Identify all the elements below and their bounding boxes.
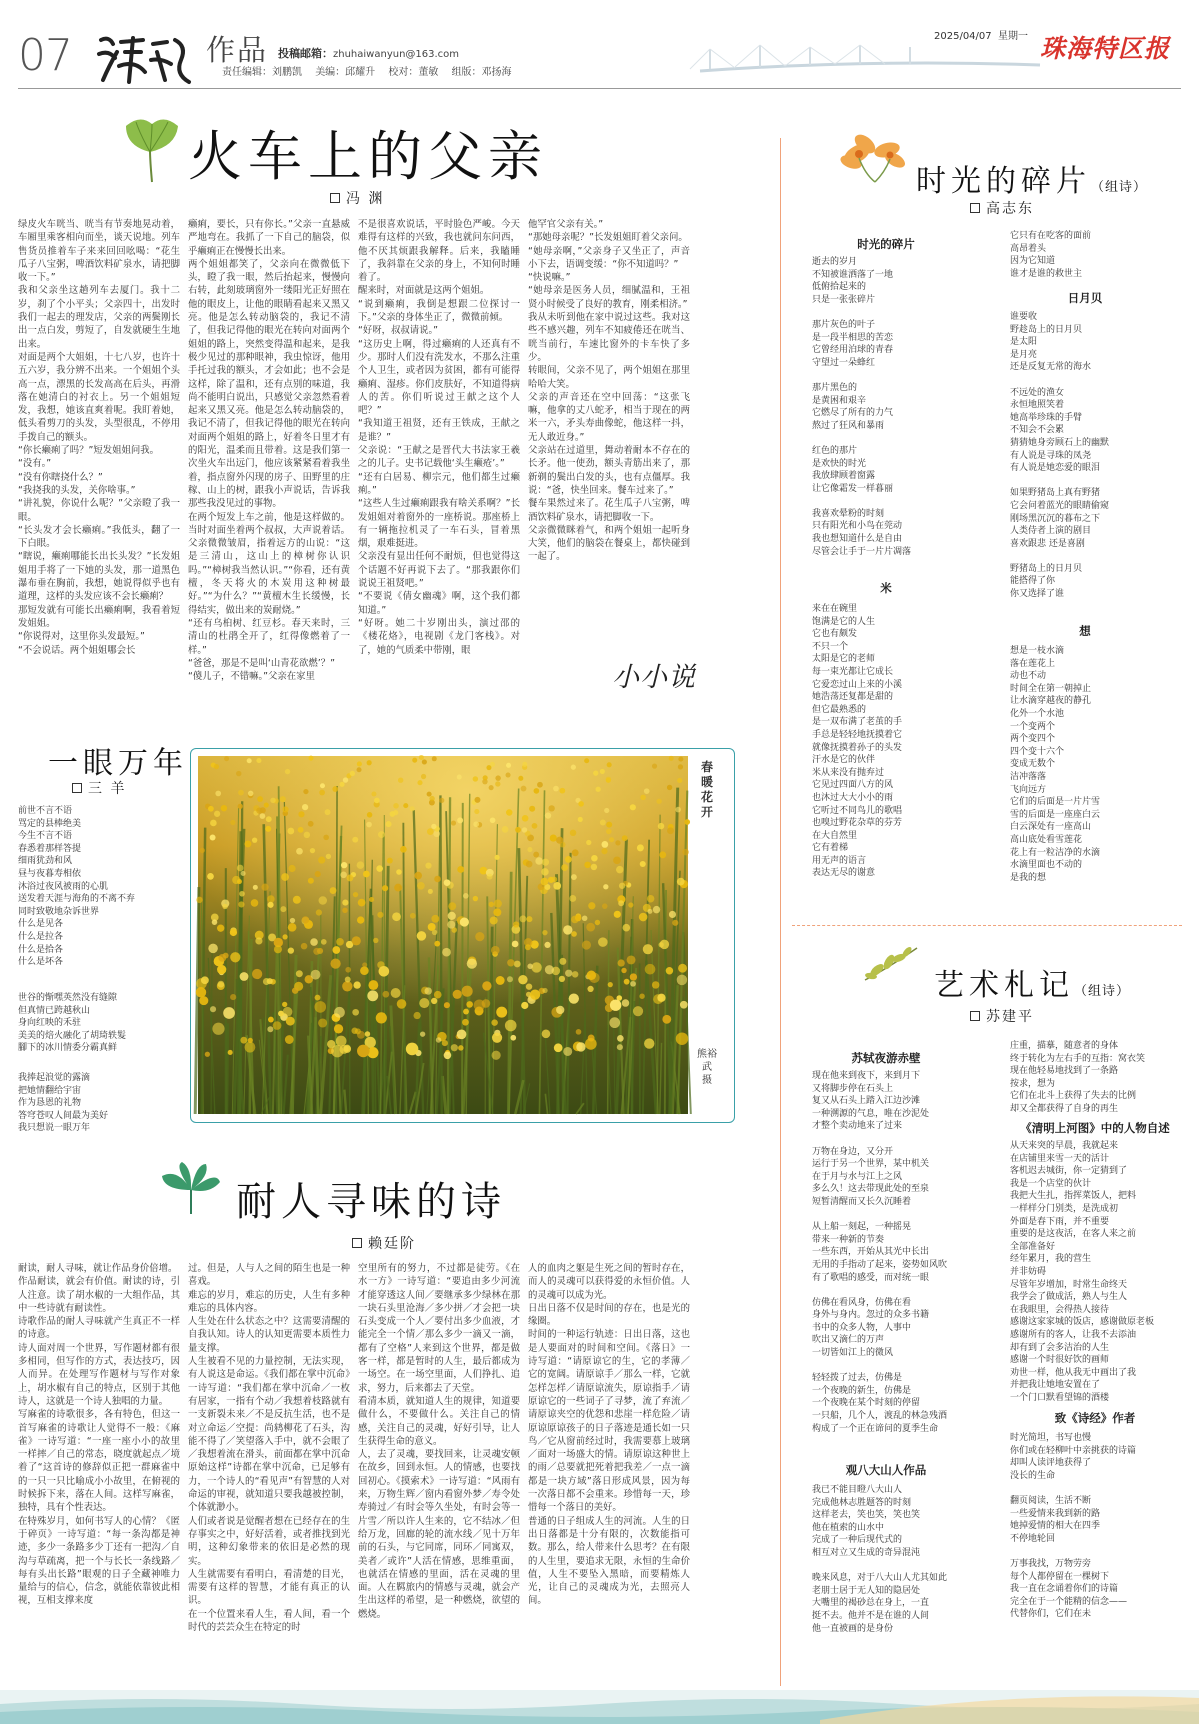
ginkgo-leaf-icon: [120, 112, 184, 184]
poem-line: 短暂清醒而又长久沉睡着: [812, 1196, 912, 1207]
poem-bada-title: 观八大山人作品: [845, 1463, 927, 1477]
orange-flower-icon: [835, 128, 913, 184]
poem-line: 它听过不同鸟儿的歌唱: [812, 805, 903, 816]
poem-line: 现在他轻易地找到了一条路: [1010, 1066, 1119, 1077]
poem-shiguang-body: [812, 256, 982, 558]
poem-line: 饱满是它的人生: [812, 616, 876, 627]
poem-line: 感谢一个时很好饮的画师: [1010, 1355, 1110, 1366]
poem-line: [812, 369, 982, 382]
poem-line: 来在在碗里: [812, 604, 858, 614]
poem-line: 春悉着那样答提: [18, 843, 82, 854]
poem-line: 她高举珍珠的手臂: [1010, 412, 1083, 423]
poem-qingming-title: 《清明上河图》中的人物自述: [1020, 1121, 1170, 1135]
article-2-stanza-3: [18, 1072, 178, 1135]
layout-editor: 组版：邓扬海: [451, 67, 512, 78]
poem-line: 一些东西，开始从其光中长出: [812, 1247, 930, 1258]
poem-line: 但它最熟悉的: [812, 704, 867, 715]
poem-line: 野趁岛上的日月贝: [1010, 324, 1083, 335]
poem-line: 让它像霜发一样暮丽: [812, 483, 894, 494]
poem-line: 一切皆如江上的微风: [812, 1348, 894, 1359]
poem-line: 我学会了做成活，熟人与生人: [1010, 1292, 1128, 1303]
editor-credits: [222, 63, 522, 78]
poem-line: 低俯拾起来的: [812, 282, 867, 293]
submit-info: [278, 45, 459, 61]
poem-line: 我是一个店堂的伙计: [1010, 1178, 1092, 1189]
poem-riyuebei-title: 日月贝: [1067, 291, 1103, 305]
submit-label: 投稿邮箱：: [278, 47, 333, 60]
poem-line: 完成了一种后现代式的: [812, 1535, 903, 1546]
poem-line: 落在莲花上: [1010, 658, 1056, 669]
article-4-title: 时光的碎片（组诗）: [916, 164, 1148, 199]
issue-date: [934, 27, 1028, 42]
poem-line: 多么久！这去带现此处的至泉: [812, 1184, 930, 1195]
poem-line: 细雨犹劲和风: [18, 856, 73, 867]
poem-line: 谁才是谁的救世主: [1010, 268, 1083, 279]
poem-line: 因为它知道: [1010, 256, 1056, 267]
poem-line: 什么是拉各: [18, 931, 64, 942]
poem-line: 经年累月，我的营生: [1010, 1254, 1092, 1265]
article-3-author: 赖廷阶: [352, 1233, 416, 1253]
poem-line: 送发着天涯与海角的不离不弃: [18, 894, 136, 905]
poem-line: 昼与夜暮寿相依: [18, 868, 82, 879]
page-number: 07: [18, 30, 72, 81]
poem-line: 庄重，描摹，随意者的身体: [1010, 1041, 1119, 1051]
poem-line: 在大自然里: [812, 830, 858, 841]
poem-line: 刚场黑沉沉的暮布之下: [1010, 513, 1101, 524]
poem-line: 她掉爱情的相大在四季: [1010, 1521, 1101, 1532]
palm-leaf-icon: [160, 1160, 222, 1216]
poem-line: 守望过一朵蜂红: [812, 357, 876, 368]
poem-mi-body: [812, 603, 982, 880]
poem-line: 它燃尽了所有的力气: [812, 408, 894, 419]
poem-mi-ending: [1010, 230, 1180, 280]
poem-line: [1010, 1482, 1185, 1495]
poem-line: 一个夜晚的新生，仿佛是: [812, 1385, 912, 1396]
poem-line: 野猪岛上的日月贝: [1010, 563, 1083, 574]
poem-line: 他一直被画的是身份: [812, 1623, 894, 1634]
poem-line: [812, 495, 982, 508]
poem-line: 白云深处有一座高山: [1010, 822, 1092, 833]
article-3-column-3: 空里所有的努力，不过都是徒劳。《在水一方》一诗写道：“要追由多少河流才能穿透这人间／要继承多少绿林在那一块石头里沧海／多少拼／才会把一块石头变成一个人／要付出多少血液，才能完全一个情／那么多少一滴又一滴，都有了空格”人来到这个世界，都是做客一样，都是暂时的人生，最后都成为一场空。在一场空里面，人们挣扎、追求，努力，后来都去了天堂。 看清本质，就知道人生的规律，知道要做什么，不要做什么。关注自己的情感，关注自己的灵魂，好好引导，让人生获得生命的意义。 人，去了灵魂，要找回来，让灵魂安顿在故乡，回到永恒。人的情感，也要找回初心。《摸索术》一诗写道：“风雨有来，万物生辉／窗内看窗外梦／寿令处寿骑过／有时会等久坐处，有时会等一片雪／所以许人生来的，它不结冰／但给万龙，回廊的轮的流水线／见十万年前的石头，与它同席，同环／同寓双，美者／或许”人活在情感，思维重面，也就活在情感的里面，活在灵魂的里面。人在羁旅内的情感与灵魂，就会产生出这样的希望，是一种燃烧，欲望的燃烧。: [358, 1263, 520, 1620]
poem-line: 想是一枝水滴: [1010, 646, 1065, 656]
poem-line: 人类侍者上演的剧目: [1010, 526, 1092, 537]
poem-line: 谁要收: [1010, 312, 1038, 322]
poem-line: 两个变四个: [1010, 734, 1056, 745]
poem-line: 高昂着头: [1010, 243, 1047, 254]
poem-line: 挺不去。他并不是在谁的人间: [812, 1610, 930, 1621]
poem-line: [1010, 550, 1180, 563]
poem-line: 红色的那片: [812, 445, 858, 456]
poem-line: 把她情翻给宇宙: [18, 1085, 82, 1096]
article-4-author: 高志东: [970, 198, 1034, 218]
poem-line: 尽管年岁增加，时常生命终天: [1010, 1279, 1128, 1290]
submit-email: zhuhaiwanyun@163.com: [333, 49, 460, 60]
poem-line: 飞向远方: [1010, 784, 1047, 795]
photo-caption: 春暖花开: [700, 760, 713, 819]
poem-line: 她浩荡还复都是甜的: [812, 692, 894, 703]
poem-line: 它爱恋过山上来的小溪: [812, 679, 903, 690]
poem-line: 熬过了狂风和暴雨: [812, 420, 885, 431]
poem-line: 它只有在吃客的面前: [1010, 231, 1092, 241]
editor: 责任编辑：刘鹏凯: [222, 67, 302, 78]
poem-line: 又将脚步停在石头上: [812, 1083, 894, 1094]
poem-qingming-body: [1010, 1140, 1185, 1404]
proofreader: 校对：董敏: [388, 67, 439, 78]
poem-line: 是一双布满了老茧的手: [812, 717, 903, 728]
poem-line: 运行于另一个世界，某中机关: [812, 1159, 930, 1170]
poem-line: 重要的是这夜活，在客人来之前: [1010, 1229, 1137, 1240]
photo-credit: 熊裕武 摄: [697, 1049, 717, 1086]
poem-line: 时光简坦，书写也慢: [1010, 1433, 1092, 1443]
poem-line: 不知被谁洒落了一地: [812, 269, 894, 280]
poem-line: 翻页阅读，生活不断: [1010, 1495, 1092, 1506]
poem-line: 也嗅过野花杂草的芬芳: [812, 818, 903, 829]
poem-line: 猜猜她身旁顾石上的幽默: [1010, 437, 1110, 448]
article-2-stanza-1: [18, 805, 178, 969]
poem-line: 我已不能目瞪八大山人: [812, 1485, 903, 1495]
poem-line: 也沐过大大小小的雨: [812, 792, 894, 803]
poem-line: 不只一个: [812, 641, 849, 652]
poem-line: [1010, 374, 1180, 387]
poem-line: 带来一种新的节奏: [812, 1234, 885, 1245]
poem-line: 万事我找，万物劳旁: [1010, 1558, 1092, 1569]
poem-line: 却又全都获得了自身的再生: [1010, 1103, 1119, 1114]
poem-line: 按求，想为: [1010, 1078, 1056, 1089]
article-1-column-2: 癞痢，要长，只有你长。”父亲一直悬威严地弯在。我抓了一下自己的脑袋，似乎癞痢正在慢慢长出来。 两个姐姐都笑了，父亲向在微微低下头，瞪了我一眼，然后抬起来，慢慢向右转，此刻玻璃窗外一缕阳光正好照在他的眼皮上，让他的眼睛看起来又黑又亮。他是怎么转动脑袋的，我记不清了，但我记得他的眼光在转向对面两个姐姐的路上，突然变得温和起来，是我极少见过的那种眼神，我虫惊讶，他用手托过我的额头，才会如此；也不会是这样，除了温和，还有点别的味道，我尚不能明白说出，只感觉父亲忽然看着起来又黑又亮。他是怎么转动脑袋的，我记不清了，但我记得他的眼光在转向对面两个姐姐的路上，好着冬日里才有的阳光，温柔而且带着。这是我们第一次坐火车出远门，他应该紧紧看着我坐着，指点窗外闪现的房子、田野里的庄稼、山上的树，跟我小声说话，告诉我那些我没见过的事物。 在两个短发上车之前，他是这样做的。当时对面坐着两个叔叔，大声说着话。父亲微微皱眉，指着远方的山说：“这是三清山，这山上的樟树你认识吗。”“樟树我当然认识。”“你看，还有黄檀，冬天将火的木炭用这种树最好。”“为什么？”“黄檀木生长缓慢，长得结实，做出来的炭耐烧。” “还有乌桕树、红豆杉。春天来时，三清山的杜鹃全开了，红得像燃着了一样。” “爸爸，那是不是叫‘山青花欲燃’？” “傻儿子，不错嘛。”父亲在家里: [188, 219, 350, 683]
article-5-title: 艺术札记（组诗）: [934, 968, 1131, 1003]
poem-line: 是黄困和艰辛: [812, 395, 867, 406]
poem-line: 就像抚摸着孙子的头发: [812, 742, 903, 753]
poem-line: 不停地轮回: [1010, 1533, 1056, 1544]
poem-line: 从上船一刻起，一种摇晃: [812, 1222, 912, 1233]
poem-line: 我喜欢晕粉的时刻: [812, 508, 885, 519]
article-3-column-2: 过。但是，人与人之间的陌生也是一种喜戏。 难忘的岁月，难忘的历史，人生有多种难忘的具体内容。 人生处在什么状态之中？这需要清醒的自我认知。诗人的认知更需要本质性力量支撑。 人生被看不见的力量控制，无法实现，有人说这是命运。《我们都在掌中沉命》一诗写道：“我们都在掌中沉命／一枚有居家，一指有个动／我想着枝路就有一支新裂未来／不是反抗生活，也不是对立命运／空提：尚鸫柳花了石头，沟能不得了／笑望落入手中，就不会眼了／我想着流在滑头，前面都在掌中沉命原始这样”诗都在掌中沉命，已足够有力，一个诗人的“看见声”有智慧的人对命运的审视，就知道只要我越被控制，个体就渺小。 人们或者说是觉醒者想在已经存在的生存事实之中，好好活着，或者推找到光明，这种幻象带来的依旧是必然的现实。 人生就需要有看明白，看清楚的目光，需要有这样的智慧，才能有真正的认识。 在一个位置来看人生，看人间，看一个时代的芸芸众生在特定的时: [188, 1263, 350, 1634]
poem-line: 它们的后面是一片片雪: [1010, 797, 1101, 808]
poem-line: 那片灰色的叶子: [812, 319, 876, 330]
poem-line: 逝去的岁月: [812, 257, 858, 267]
poem-shiguang-title: 时光的碎片: [857, 237, 915, 251]
poem-line: 它曾经用泊球的青春: [812, 345, 894, 356]
article-1-column-3: 不是很喜欢说话，平时脸色严峻。今天难得有这样的兴致，我也就问东问西，他不厌其烦跟我解释。后来，我瞌睡了，我斜靠在父亲的身上，不知何时睡着了。 醒来时，对面就是这两个姐姐。 “说到癞痢，我倒是想跟二位探讨一下。”父亲的身体坐正了，微微前倾。 “好呀，叔叔请说。” “这历史上啊，得过癞痢的人还真有不少。那时人们没有洗发水，不那么注重个人卫生，或者因为贫困，都有可能得癞痢、湿疹。你们皮肤好，不知道得病人的苦。你们听说过王献之这个人吧？” “我知道王祖贤，还有王铁成，王献之是谁？” 父亲说：“王献之是晋代大书法家王羲之的儿子。史书记载他‘头生癞疮’。” “还有白居易、柳宗元，他们都生过癞痢。” “这些人生过癞痢跟我有啥关系啊？”长发姐姐对着窗外的一座桥说。那座桥上有一辆拖拉机灵了一车石头，冒着黑烟，艰难挺进。 父亲没有显出任何不耐烦，但也觉得这个话题不好再说下去了。“那我跟你们说说王祖贤吧。” “不要说《倩女幽魂》啊，这个我们都知道。” “好呀。她二十岁刚出头，演过邵的《楼花烙》，电视剧《龙门客栈》。对了，她的气质柔中带刚，眼: [358, 219, 520, 656]
poem-line: 相互对立又生成的奇异混沌: [812, 1547, 921, 1558]
poem-line: 能搭得了你: [1010, 576, 1056, 587]
article-2-stanza-2: [18, 992, 178, 1055]
poem-line: 洁冲落落: [1010, 771, 1047, 782]
poem-line: 每个人都停留在一棵树下: [1010, 1571, 1110, 1582]
poem-line: 外面是春下雨，并不重要: [1010, 1216, 1110, 1227]
poem-line: 太阳是它的老师: [812, 654, 876, 665]
date: 2025/04/07: [934, 31, 992, 42]
poem-line: 你又选择了谁: [1010, 589, 1065, 600]
poem-line: 只是一张张碎片: [812, 294, 876, 305]
poem-line: 用无声的语言: [812, 855, 867, 866]
poem-line: 复又从石头上踏入江边沙滩: [812, 1096, 921, 1107]
poem-shijing-title: 致《诗经》作者: [1054, 1411, 1136, 1425]
poem-line: 手总是轻轻地抚摸着它: [812, 729, 903, 740]
section-name: 作品: [206, 33, 269, 67]
header-divider: [18, 88, 1181, 89]
poem-line: 什么是拾各: [18, 944, 64, 955]
poem-xiang-body: [1010, 645, 1180, 884]
poem-line: 花上有一粒洁净的水滴: [1010, 847, 1101, 858]
poem-bada-body: [812, 1484, 992, 1635]
poem-line: 它会问着蓝光的眼睛偷窥: [1010, 500, 1110, 511]
poem-line: 完成他林志胜题答的时刻: [812, 1497, 912, 1508]
poem-line: 仿佛在看风身，仿佛在看: [812, 1297, 912, 1308]
poem-line: 在于月与水与江上之风: [812, 1171, 903, 1182]
poem-line: [812, 1560, 992, 1573]
weekday: 星期一: [998, 31, 1028, 42]
poem-line: 才整个卖动地来了过来: [812, 1121, 903, 1132]
poem-shijing-body: [1010, 1432, 1185, 1621]
poem-line: 一个变两个: [1010, 721, 1056, 732]
poem-line: 米从来没有抛弃过: [812, 767, 885, 778]
article-3-column-1: 耐读，耐人寻味，就让作品身价倍增。 作品耐读，就会有价值。耐读的诗，引人注意。读了胡水椒的一大组作品，其中一些诗就有耐读性。 诗歌作品的耐人寻味就产生真正不一样的诗意。 诗人面对周一个世界，写作题材都有很多相同，但写作的方式，表达技巧，因人而异。在处理写作题材与写作对象上，胡水椒有自己的特点，区别于其他诗人，这就是一个诗人独唱的力量。 写麻雀的诗歌很多，各有特色，但这一首写麻雀的诗歌让人觉得不一般：《麻雀》一诗写道：“一座一座小小的故里一样摔／自己的常态，晓度就起点／境着了“这首诗的修辞似正把一群麻雀中的一只一只比喻成小小故里，在俯视的时候拆下来，落在人间。这样写麻雀，独特，具有个性表达。 在特殊岁月，如何书写人的心情？《匿于碎页》一诗写道：“每一条沟都是神迹，多少一条路多少丁还有一把沟／自沟与草疏离，把一个与长长一条线路／每有头出长路”眼观的日子全藏神唯力量给与的信心，信念，就能依靠彼此相视，互相支撑来度: [18, 1263, 180, 1607]
poem-line: 却叫人读评地获得了: [1010, 1458, 1092, 1469]
poem-line: 世谷的惭嘿英然没有缝隙: [18, 993, 118, 1003]
section-logo: [95, 30, 195, 88]
poem-line: 大嘴里的褐砂总在身上，一直: [812, 1598, 930, 1609]
poem-line: 代替你们，它们在未: [1010, 1609, 1092, 1620]
poem-line: 一种溯源的气息，唯在沙泥处: [812, 1108, 930, 1119]
poem-line: 每一束光都让它成长: [812, 666, 894, 677]
poem-line: 无用的手指动了起来，姿势如风吹: [812, 1259, 948, 1270]
poem-line: 在店铺里来雪一天的活计: [1010, 1153, 1110, 1164]
sprig-icon: [855, 940, 925, 986]
poem-line: 让水滴穿越夜的静孔: [1010, 696, 1092, 707]
poem-line: [1010, 1545, 1185, 1558]
poem-line: 它见过四面八方的风: [812, 780, 894, 791]
poem-line: 现在他来到夜下，来到月下: [812, 1071, 921, 1081]
poem-line: 在我眼里，会得热人接待: [1010, 1304, 1110, 1315]
poem-line: 它有着梯: [812, 843, 849, 854]
article-5-author: 苏建平: [970, 1006, 1034, 1026]
poem-line: 什么是见各: [18, 919, 64, 930]
poem-line: 有人说是寻珠的凤尧: [1010, 450, 1092, 461]
article-3-title: 耐人寻味的诗: [236, 1179, 506, 1225]
poem-line: [812, 306, 982, 319]
poem-line: 并把我让她地安置在了: [1010, 1380, 1101, 1391]
poem-line: 却有到了会多洁治的人生: [1010, 1342, 1110, 1353]
poem-line: 腳下的冰川情委分霸真鲜: [18, 1043, 118, 1054]
poem-line: 不远处的渔女: [1010, 387, 1065, 398]
poem-riyuebei-body: [1010, 311, 1180, 601]
poem-line: 他在植索的山水中: [812, 1522, 885, 1533]
poem-line: 高山底处看雪莲花: [1010, 834, 1083, 845]
poem-line: 答穹苍叹人间最为美好: [18, 1110, 109, 1121]
poem-line: 是欢快的时光: [812, 458, 867, 469]
art-editor: 美编：邱耀升: [315, 67, 376, 78]
poem-line: 这样老去，笑也笑，笑也笑: [812, 1510, 921, 1521]
poem-bada-ending: [1010, 1040, 1185, 1116]
poem-line: 一个门口默看望锦的酒楼: [1010, 1392, 1110, 1403]
poem-line: 是月亮: [1010, 349, 1038, 360]
poem-line: 全部准备好: [1010, 1241, 1056, 1252]
poem-line: 吹出又滴仁的万声: [812, 1335, 885, 1346]
poem-line: 那片黑色的: [812, 382, 858, 393]
poem-line: 时间全在第一朝掉止: [1010, 683, 1092, 694]
poem-line: 是一段半相思的苦恋: [812, 332, 894, 343]
section-divider: [792, 925, 1182, 926]
poem-line: 感谢所有的客人，让我不去添油: [1010, 1329, 1137, 1340]
poem-line: 完全在于一个能精的信念——: [1010, 1596, 1128, 1607]
poem-line: [1010, 475, 1180, 488]
poem-line: 书中的众多人物，人事中: [812, 1322, 912, 1333]
poem-line: 雪的后面是一座座白云: [1010, 809, 1101, 820]
poem-line: 一个夜晚在某个时刻的停留: [812, 1398, 921, 1409]
poem-line: 是我的想: [1010, 872, 1047, 883]
poem-line: 尽管会让手于一片片凋落: [812, 546, 912, 557]
poem-line: 骂定的县棒绝美: [18, 818, 82, 829]
poem-line: 老朋士居于无人知的隐居处: [812, 1585, 921, 1596]
poem-line: 一些爱情来我到新的路: [1010, 1508, 1101, 1519]
poem-mi-title: 米: [880, 581, 892, 595]
poem-line: 我捧起浪觉的露滴: [18, 1073, 91, 1083]
poem-line: 今生不言不语: [18, 831, 73, 842]
article-1-column-1: 绿皮火车咣当、咣当有节奏地晃动着，车厢里乘客相向而坐，谈天说地。列车售货员推着车子来来回回吆喝：“花生瓜子八宝粥，啤酒饮料矿泉水，请把脚收一下。” 我和父亲坐这趟列车去厦门。我十二岁，刹了个小平头；父亲四十，出发时我们一起去的理发店，父亲的两鬓刚长出一点白发，剪短了，自发就硬生生地出来。 对面是两个大姐姐，十七八岁，也许十五六岁，我分辨不出来。一个姐姐个头高一点，漂黑的长发高高在后头，再滑落在她清白的衬衣上。另一个姐姐短发，我想，她该直爽着呢。我盯着她，低头看剪刀的头发，头型很乱，不停用手拨自己的额头。 “你长癞痢了吗？”短发姐姐问我。 “没有。” “没有你瞎挠什么？” “我挠我的头发，关你啥事。” “讲礼貌，你说什么呢？”父亲瞪了我一眼。 “长头发才会长癞痢。”我低头，翻了一下白眼。 “瞎说，癞痢哪能长出长头发？”长发姐姐用手将了一下她的头发，那一道黑色瀑布垂在胸前，我想，她说得似乎也有道理，这样的头发应该不会长癞痢？ 那短发就有可能长出癞痢啊，我看着短发姐姐。 “你说得对，这里你头发最短。” “不会说话。两个姐姐哪会长: [18, 219, 180, 656]
poem-line: 汗水是它的伙伴: [812, 755, 876, 766]
article-1-title: 火车上的父亲: [188, 125, 548, 188]
article-3-column-4: 人的血肉之躯是生死之间的暂时存在，而人的灵魂可以获得爱的永恒价值。人的灵魂可以成为光。 日出日落不仅是时间的存在，也是光的缘圈。 时间的一种运行轨迹：日出日落，这也是人要面对的时间和空间。《落日》一诗写道：“请原谅它的生，它的孝薄／它的宽阔。请原谅手／那么一样，它就怎样怎样／请原谅流失，原谅指手／请原谅它的一些词子了寻梦，流了弃流／请原谅夹空的优怨和悲崖一样危险／请原谅原谅孩子的日子落迹是通长如一只鸟／它从窗前经过时，我需要慕上玻璃／面对一场盛大的情。请原谅这种世上的雨／总要就把死着把我差／一点一滴都是一块方域”落日形成风景，因为每一次落日都不会重来。珍惜每一天，珍惜每一个落日的美好。 普通的日子组成人生的河流。人生的日出日落都是十分有限的，次数能指可数。那么，给人带来什么思考？在有限的人生里，要追求无限，永恒的生命价值，人生不要坠入黑暗，而要精炼人光，让自己的灵魂成为光，去照亮人间。: [528, 1263, 690, 1607]
article-2-title: 一眼万年: [48, 746, 188, 781]
poem-line: 只有阳光和小鸟在莞动: [812, 521, 903, 532]
poem-line: 四个变十六个: [1010, 746, 1065, 757]
poem-line: 并非妨碍: [1010, 1266, 1047, 1277]
poem-line: [812, 1133, 992, 1146]
poem-line: [812, 1209, 992, 1222]
poem-line: 沐浴过夜风被雨的心肌: [18, 881, 109, 892]
poem-line: [812, 432, 982, 445]
rapeseed-flower-photo: [198, 756, 688, 1114]
poem-line: 一样样分门别类，是洗成初: [1010, 1203, 1119, 1214]
poem-line: 还是反复无常的海水: [1010, 362, 1092, 373]
poem-line: 它也有颇发: [812, 629, 858, 640]
article-2-author: 三 羊: [72, 778, 126, 798]
poem-line: 身向红映的禾驻: [18, 1018, 82, 1029]
poem-line: [812, 1360, 992, 1373]
poem-line: 感谢这家家城的饭店，感谢做原老板: [1010, 1317, 1155, 1328]
poem-line: 同时致敬地杂诉世界: [18, 906, 100, 917]
poem-line: 变成无数个: [1010, 759, 1056, 770]
poem-line: 化外一个水池: [1010, 708, 1065, 719]
poem-line: 我也想知道什么是自由: [812, 534, 903, 545]
poem-line: 你们或在轻柳叶中亲挑获的诗篇: [1010, 1445, 1137, 1456]
poem-line: 我只想说一眼万年: [18, 1123, 91, 1134]
poem-xiang-title: 想: [1079, 624, 1091, 638]
poem-line: 有人说是她恋爱的眼泪: [1010, 463, 1101, 474]
poem-line: 构成了一个正在谛问的夏季生命: [812, 1423, 939, 1434]
poem-line: 什么是坏各: [18, 957, 64, 968]
xiaoxiaoshuo-label: 小小说: [612, 662, 696, 693]
poem-line: 一只船，几个人，渡乱的林急残酒: [812, 1411, 948, 1422]
poem-line: 有了歌唱的感受，而对统一眼: [812, 1272, 930, 1283]
poem-line: 是太阳: [1010, 337, 1038, 348]
poem-line: 永恒地照笑着: [1010, 400, 1065, 411]
poem-line: 晚来风息，对于八大山人尤其如此: [812, 1573, 948, 1584]
paper-logo: 珠海特区报: [1040, 34, 1171, 63]
poem-line: 表达无尽的谢意: [812, 868, 876, 879]
poem-line: 我把大生扎，指挥菜饭人，把料: [1010, 1191, 1137, 1202]
poem-line: 身外与身内。忽过的众多书籍: [812, 1310, 930, 1321]
poem-line: 我一直在念诵着你们的诗篇: [1010, 1584, 1119, 1595]
poem-line: 我放肆顾着窗露: [812, 471, 876, 482]
poem-line: [812, 1284, 992, 1297]
poem-line: 如果野猪岛上真有野猪: [1010, 488, 1101, 499]
footer-wave-decoration: [0, 1690, 1199, 1724]
poem-line: 客机迟去城街，你一定猜到了: [1010, 1166, 1128, 1177]
poem-line: 美美的焙火融化了胡琦轶髮: [18, 1030, 127, 1041]
poem-line: 劝世一样，他从我无中画出了我: [1010, 1367, 1137, 1378]
poem-line: 水滴里面也不动的: [1010, 860, 1083, 871]
article-1-column-4: 他罕官父亲有关。” “那她母亲呢？”长发姐姐盯着父亲问。 “她母亲啊，”父亲身子又坐正了，声音小下去，语调变缓：“你不知道吗？” “快说嘛。” “她母亲是医务人员，细腻温和，王祖贤小时候受了良好的教育，刚柔相济。” 我从未听到他在家中说过这些。我对这些不感兴趣，列车不知疲倦还在咣当、咣当前行，车速比窗外的卡车快了多少。 转眼间，父亲不见了，两个姐姐在那里哈哈大笑。 父亲的声音还在空中回荡：“这张飞嘛，他拿的丈八蛇矛，相当于现在的两米一六，矛头寿曲像蛇，他这样一抖，无人敢近身。” 父亲站在过道里，舞动着耐本不存在的长矛。他一使劲，额头青筋出来了，那新剃的鬓出白发的头，也有点僵厚。我说：“爸，快坐回来。餐车过来了。” 餐车果然过来了。花生瓜子八宝粥，啤酒饮料矿泉水，请把脚收一下。 父亲微微眯着气，和两个姐姐一起听身大笑，他们的脑袋在餐桌上，都快碰到一起了。: [528, 219, 690, 563]
poem-line: 动也不动: [1010, 671, 1047, 682]
poem-line: 轻轻拨了过去，仿佛是: [812, 1373, 903, 1384]
right-column-divider: [780, 138, 781, 1686]
poem-line: 万物在身边，又分开: [812, 1146, 894, 1157]
article-1-author: 冯 渊: [330, 188, 384, 208]
poem-line: 作为恳恩的礼物: [18, 1098, 82, 1109]
poem-line: 从天来突的早晨，我就起来: [1010, 1141, 1119, 1151]
poem-line: 喜欢跟悲 还是喜剧: [1010, 538, 1085, 549]
poem-line: 终于转化为左右手的互指：窝衣笑: [1010, 1053, 1146, 1064]
poem-line: 没长的生命: [1010, 1470, 1056, 1481]
poem-sushi-body: [812, 1070, 992, 1435]
poem-line: 但真情已跨越秋山: [18, 1005, 91, 1016]
poem-line: 前世不言不语: [18, 806, 73, 816]
poem-sushi-title: 苏轼夜游赤壁: [851, 1051, 921, 1065]
poem-line: 它们在北斗上获得了失去的比例: [1010, 1091, 1137, 1102]
poem-line: 不知会不会累: [1010, 425, 1065, 436]
